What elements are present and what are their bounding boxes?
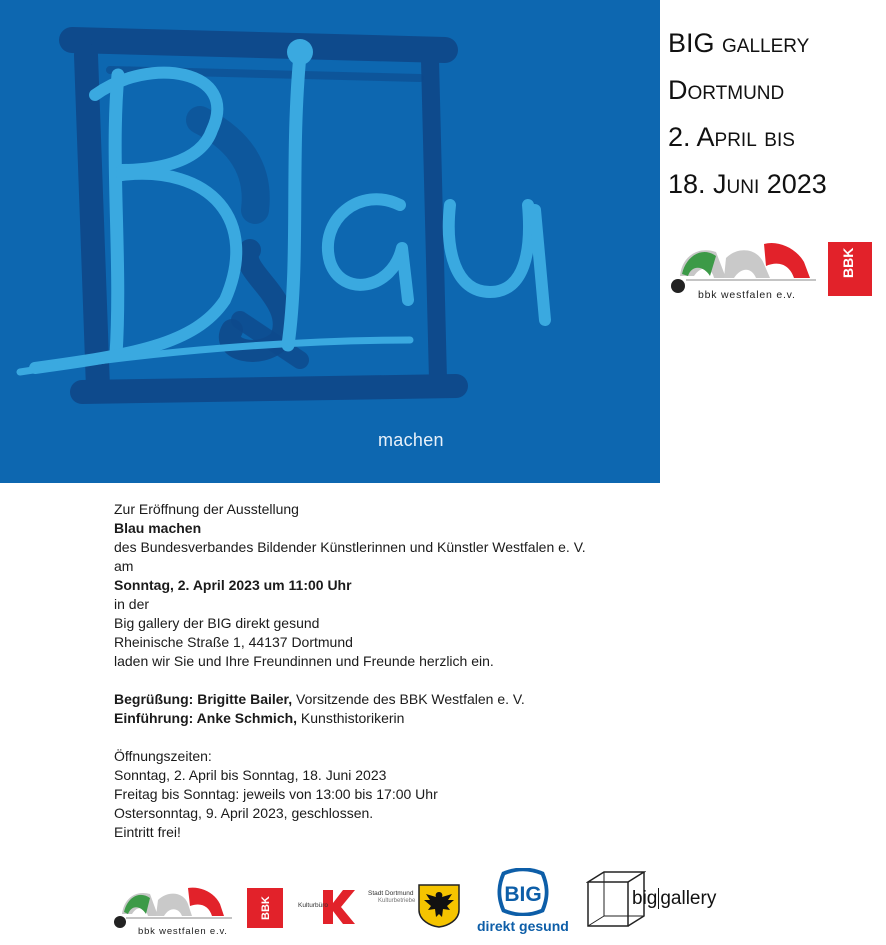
invitation-text	[114, 500, 654, 842]
big-logo-text: BIG	[504, 883, 542, 906]
footer-bbk-badge-text: BBK	[260, 896, 272, 920]
dortmund-eagle-crest-icon	[418, 884, 460, 928]
greeting-label: Begrüßung: Brigitte Bailer,	[114, 691, 293, 707]
in-der-line: in der	[114, 596, 150, 612]
venue-line: Big gallery der BIG direkt gesund	[114, 615, 320, 631]
address-line: Rheinische Straße 1, 44137 Dortmund	[114, 634, 353, 650]
entry-line: Eintritt frei!	[114, 824, 181, 840]
big-gallery-wordmark	[632, 888, 716, 910]
bbk-logo-name: bbk westfalen e.v.	[698, 289, 796, 301]
kulturbuero-label: Kulturbüro	[298, 902, 328, 909]
am-line: am	[114, 558, 134, 574]
footer-bbk-name: bbk westfalen e.v.	[138, 926, 228, 937]
bbk-badge-text: BBK	[840, 247, 856, 278]
closing-line: laden wir Sie und Ihre Freundinnen und Freunde herzlich ein.	[114, 653, 494, 669]
hours-line-3: Ostersonntag, 9. April 2023, geschlossen.	[114, 805, 374, 821]
headline-city: Dortmund	[668, 75, 785, 105]
headline-date-end: 18. Juni 2023	[668, 169, 827, 199]
invitation-intro: Zur Eröffnung der Ausstellung	[114, 501, 299, 517]
hours-line-1: Sonntag, 2. April bis Sonntag, 18. Juni 2023	[114, 767, 387, 783]
greeting-role: Vorsitzende des BBK Westfalen e. V.	[292, 691, 525, 707]
hours-line-2: Freitag bis Sonntag: jeweils von 13:00 bis 17:00 Uhr	[114, 786, 438, 802]
gallery-word: gallery	[660, 888, 717, 909]
gallery-big-word: big	[632, 888, 658, 909]
sponsor-logos	[0, 860, 886, 945]
introduction-label: Einführung: Anke Schmich,	[114, 710, 298, 726]
organizer-line: des Bundesverbandes Bildender Künstlerinnen und Künstler Westfalen e. V.	[114, 539, 586, 555]
big-tagline: direkt gesund	[477, 918, 569, 934]
hours-title: Öffnungszeiten:	[114, 748, 212, 764]
exhibition-title: Blau machen	[114, 520, 202, 536]
big-logo-icon	[496, 868, 550, 916]
introduction-role: Kunsthistorikerin	[297, 710, 405, 726]
stadt-dortmund-label: Stadt Dortmund	[368, 890, 414, 897]
greeting-line	[114, 690, 654, 709]
headline-line-1	[668, 20, 880, 67]
headline-gallery: gallery	[722, 28, 810, 58]
opening-date: Sonntag, 2. April 2023 um 11:00 Uhr	[114, 577, 352, 593]
exhibition-poster	[0, 0, 660, 483]
introduction-line	[114, 709, 654, 728]
headline-date-start: 2. April bis	[668, 122, 795, 152]
exhibition-headline	[668, 20, 880, 208]
kulturbetriebe-label: Kulturbetriebe	[378, 898, 416, 904]
footer-bbk-badge	[247, 888, 283, 928]
blau-artwork	[0, 0, 660, 483]
poster-subtitle: machen	[378, 430, 444, 450]
headline-big: BIG	[668, 28, 715, 58]
